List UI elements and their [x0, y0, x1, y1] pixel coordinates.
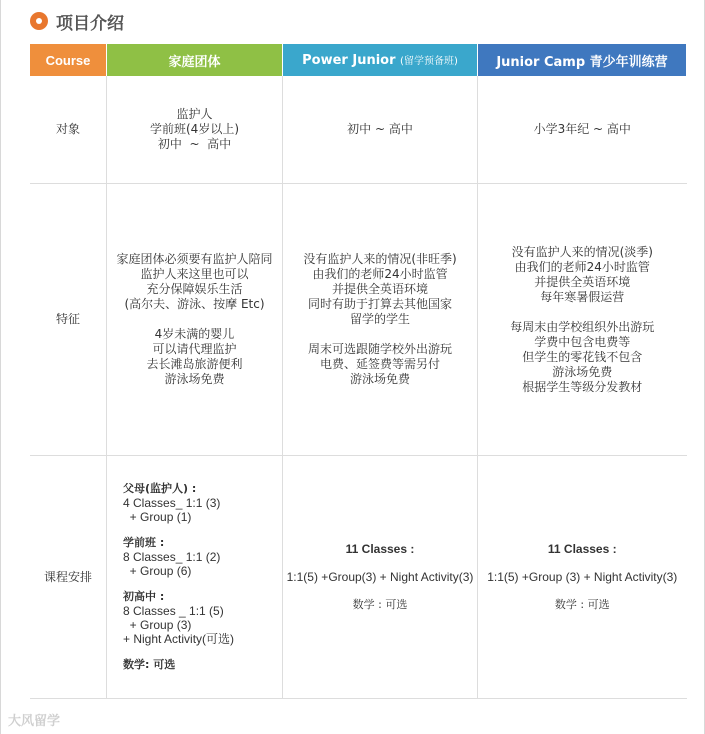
- table-header-row: [30, 44, 687, 76]
- text-line: 但学生的零花钱不包含: [522, 349, 643, 364]
- text-line: (高尔夫、游泳、按摩 Etc): [124, 297, 265, 311]
- cell-lines: [283, 252, 477, 387]
- cell-lines: [107, 107, 282, 152]
- watermark: 大风留学: [8, 714, 61, 729]
- section-title-text: 项目介绍: [56, 13, 124, 34]
- text-line: 初中 ~ 高中: [157, 137, 232, 151]
- schedule-junior-camp-title: 11 Classes :: [547, 542, 617, 556]
- header-power-junior: [283, 44, 478, 76]
- table-row-features: [30, 184, 687, 456]
- row-label-schedule: 课程安排: [30, 456, 107, 699]
- text-line: 4 Classes_ 1:1 (3): [123, 496, 221, 510]
- text-line: + Group (1): [123, 510, 192, 524]
- schedule-mid-lines: [123, 604, 282, 646]
- header-power-junior-label: Power Junior: [302, 53, 396, 68]
- text-line: 周末可选跟随学校外出游玩: [307, 342, 452, 356]
- schedule-pre-title: 学前班 :: [123, 536, 165, 549]
- text-line: 留学的学生: [349, 312, 410, 326]
- text-line: [283, 327, 477, 342]
- text-line: 游泳场免费: [552, 364, 613, 379]
- header-course: Course: [30, 44, 107, 76]
- schedule-pre-lines: [123, 550, 282, 578]
- text-line: + Group (6): [123, 564, 192, 578]
- cell-schedule-junior-camp: [478, 456, 687, 699]
- cell-target-junior-camp: 小学3年纪 ~ 高中: [478, 76, 687, 184]
- program-table: [30, 44, 687, 699]
- text-line: 电费、延签费等需另付: [319, 357, 440, 371]
- schedule-power-junior-math: 数学 : 可选: [352, 598, 408, 611]
- cell-schedule-family: [107, 456, 283, 699]
- row-label-target: 对象: [30, 76, 107, 184]
- text-line: 游泳场免费: [349, 372, 410, 386]
- schedule-parent-title: 父母(监护人) :: [123, 482, 197, 495]
- text-line: 没有监护人来的情况(非旺季): [303, 252, 457, 266]
- cell-lines: [107, 252, 282, 387]
- cell-features-junior-camp: [478, 184, 687, 456]
- cell-features-family: [107, 184, 283, 456]
- text-line: 每年寒暑假运营: [540, 289, 625, 304]
- orange-bullet-icon: [30, 12, 48, 30]
- text-line: 去长滩岛旅游便利: [146, 357, 243, 371]
- row-label-features: 特征: [30, 184, 107, 456]
- cell-schedule-power-junior: [283, 456, 478, 699]
- schedule-mid-title: 初高中 :: [123, 590, 165, 603]
- text-line: + Group (3): [123, 618, 192, 632]
- header-family: 家庭团体: [107, 44, 283, 76]
- text-line: 每周末由学校组织外出游玩: [510, 319, 655, 334]
- text-line: 并提供全英语环境: [534, 274, 631, 289]
- cell-features-power-junior: [283, 184, 478, 456]
- schedule-pre-block: [123, 536, 282, 578]
- schedule-junior-camp-body: 1:1(5) +Group (3) + Night Activity(3): [487, 570, 678, 584]
- text-line: 游泳场免费: [164, 372, 225, 386]
- text-line: 监护人: [176, 107, 213, 121]
- text-line: 监护人来这里也可以: [140, 267, 249, 281]
- schedule-parent-block: [123, 482, 282, 524]
- text-line: + Night Activity(可选): [123, 632, 235, 646]
- text-line: 由我们的老师24小时监管: [312, 267, 448, 281]
- cell-target-power-junior: 初中 ~ 高中: [283, 76, 478, 184]
- text-line: 8 Classes _ 1:1 (5): [123, 604, 224, 618]
- schedule-family-block: [107, 482, 282, 672]
- text-line: 没有监护人来的情况(淡季): [511, 244, 653, 259]
- schedule-junior-camp-math: 数学 : 可选: [554, 598, 610, 611]
- text-line: 同时有助于打算去其他国家: [307, 297, 452, 311]
- cell-lines: [478, 245, 687, 395]
- text-line: 8 Classes_ 1:1 (2): [123, 550, 221, 564]
- text-line: 4岁未满的婴儿: [154, 327, 235, 341]
- schedule-power-junior-title: 11 Classes :: [345, 542, 415, 556]
- text-line: 并提供全英语环境: [331, 282, 428, 296]
- schedule-mid-block: [123, 590, 282, 646]
- section-title: [30, 8, 124, 34]
- schedule-power-junior-body: 1:1(5) +Group(3) + Night Activity(3): [286, 570, 474, 584]
- schedule-parent-lines: [123, 496, 282, 524]
- header-power-junior-sub: (留学预备班): [400, 56, 458, 67]
- text-line: [107, 312, 282, 327]
- text-line: 可以请代理监护: [152, 342, 237, 356]
- text-line: 根据学生等级分发教材: [522, 379, 643, 394]
- schedule-family-math: 数学: 可选: [123, 658, 176, 671]
- text-line: 充分保障娱乐生活: [146, 282, 243, 296]
- schedule-power-junior-block: [283, 542, 477, 612]
- text-line: 家庭团体必须要有监护人陪同: [116, 252, 273, 266]
- text-line: [478, 305, 687, 320]
- table-row-schedule: [30, 456, 687, 699]
- text-line: 由我们的老师24小时监管: [514, 259, 650, 274]
- header-junior-camp: Junior Camp 青少年训练营: [478, 44, 687, 76]
- cell-target-family: [107, 76, 283, 184]
- text-line: 学前班(4岁以上): [150, 122, 239, 136]
- table-row-target: [30, 76, 687, 184]
- schedule-junior-camp-block: [478, 542, 687, 612]
- text-line: 学费中包含电费等: [534, 334, 631, 349]
